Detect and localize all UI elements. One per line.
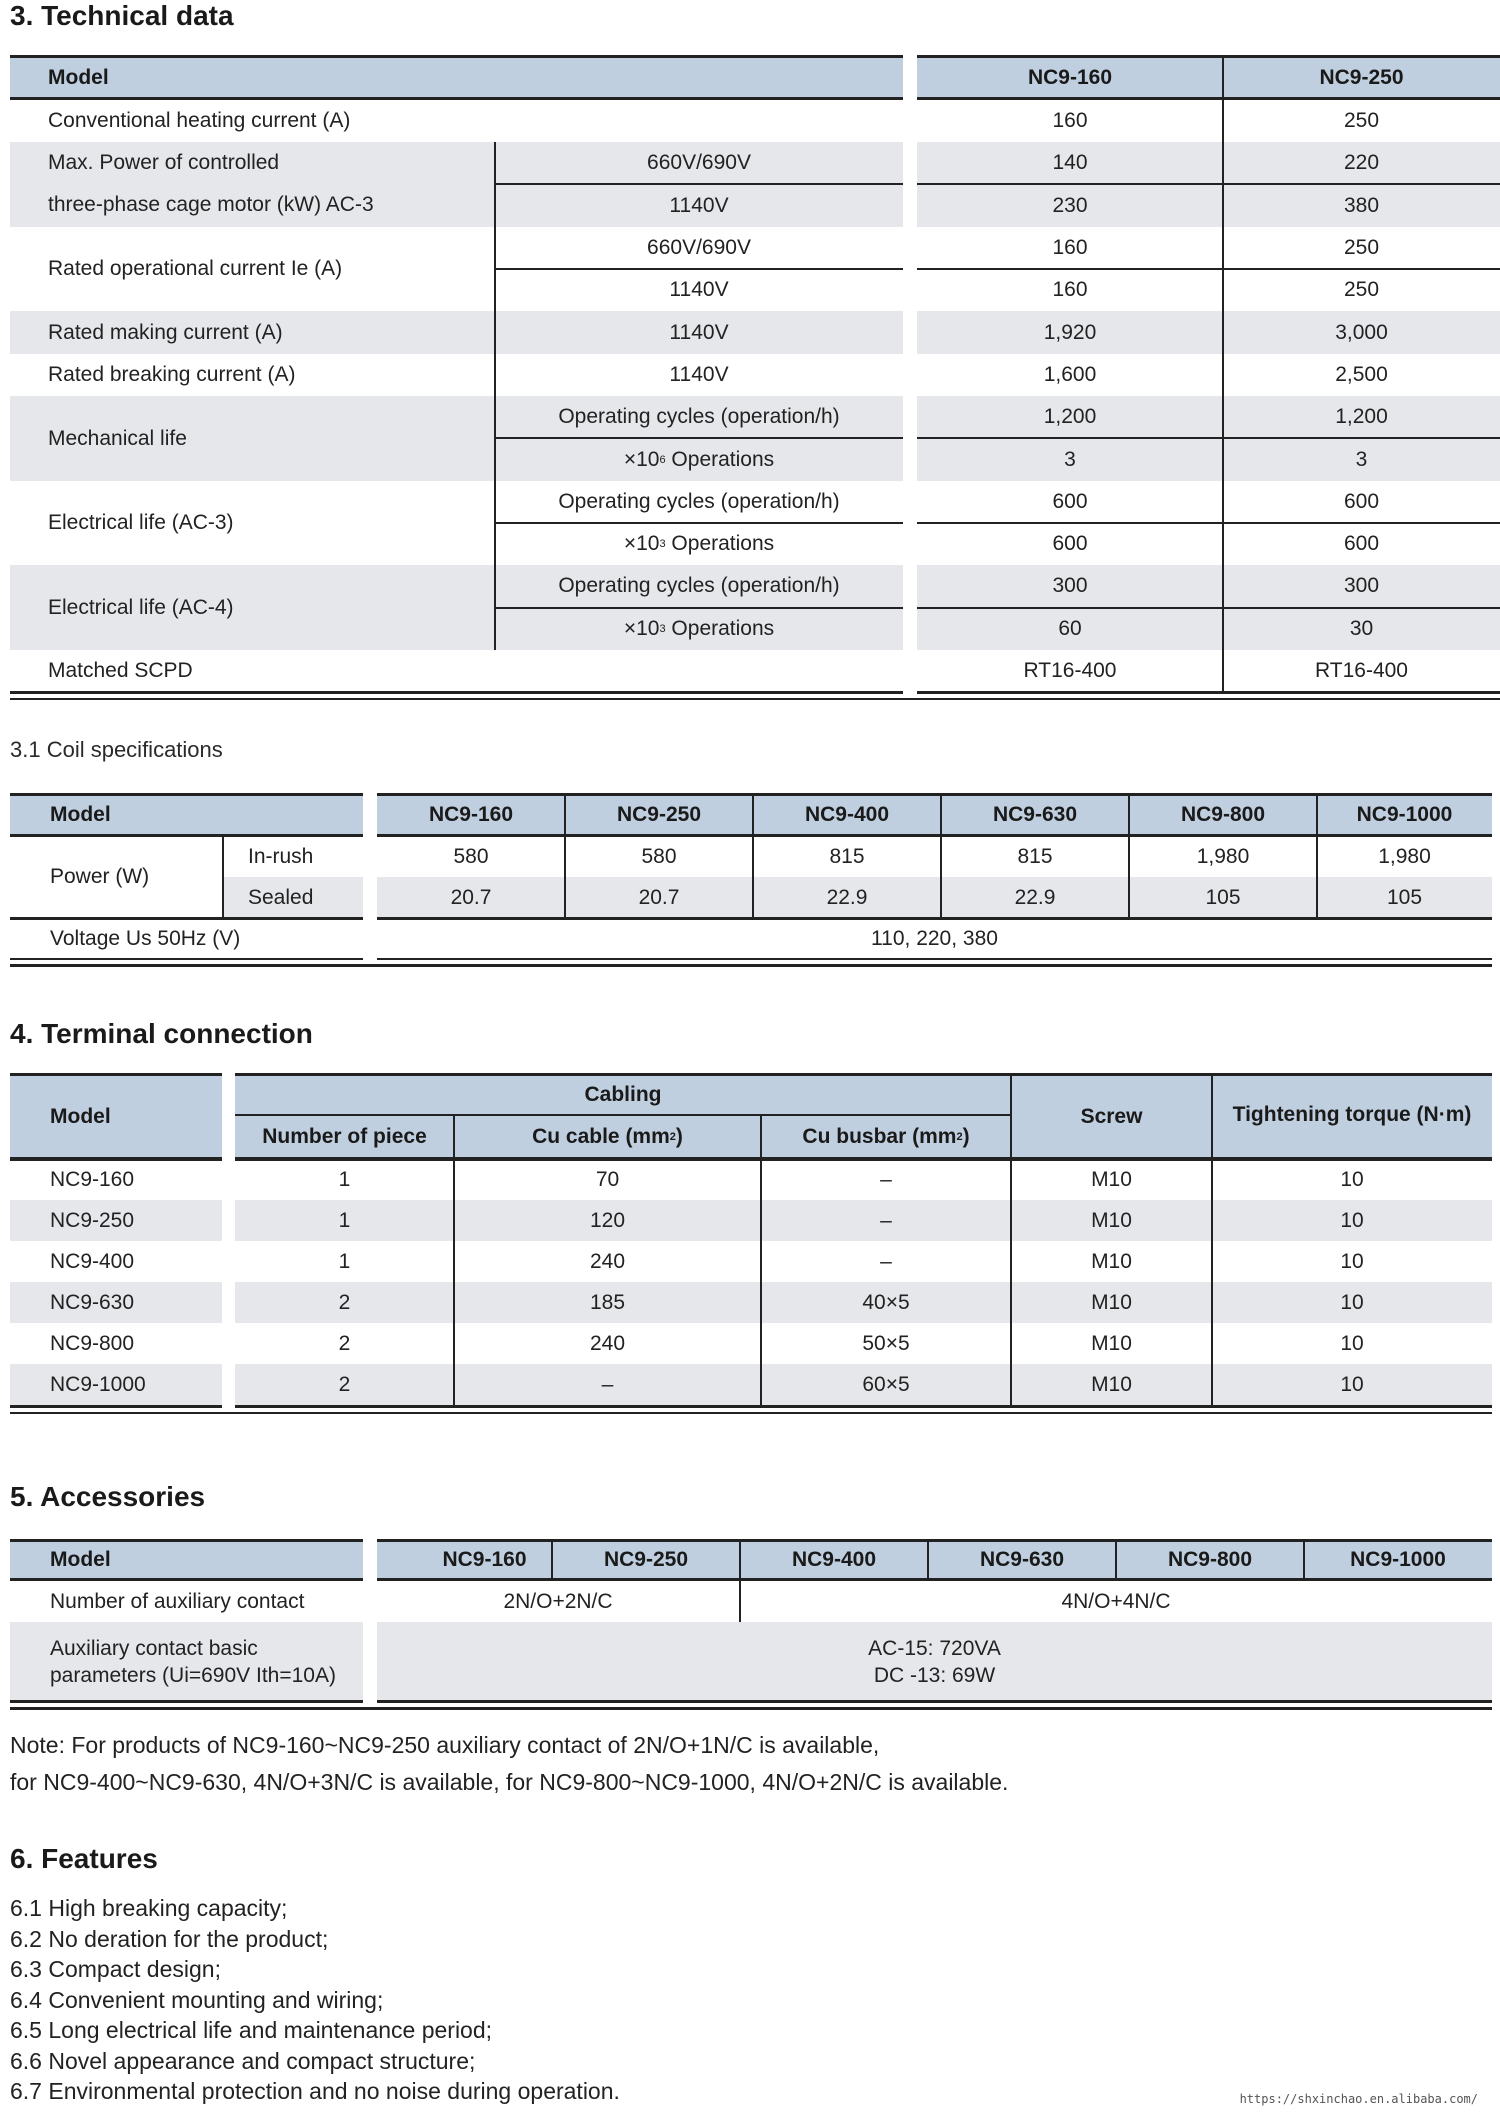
rule: [377, 958, 1492, 960]
cable-cell: 70: [595, 1168, 620, 1191]
aux-count-small-models: 2N/O+2N/C: [503, 1589, 613, 1613]
value-cell: 3: [1064, 448, 1076, 471]
value-cell: RT16-400: [1314, 659, 1408, 682]
model-cell: NC9-400: [50, 1249, 135, 1273]
row-label: Max. Power of controlled: [48, 151, 280, 174]
label-line: Auxiliary contact basic: [50, 1636, 258, 1660]
value-cell: 1,980: [1378, 844, 1431, 868]
value-cell: 250: [1343, 236, 1380, 259]
pieces-cell: 1: [338, 1249, 351, 1273]
value-cell: 1,920: [1043, 320, 1097, 344]
busbar-cell: 40×5: [862, 1290, 910, 1314]
voltage-value: 110, 220, 380: [871, 927, 998, 950]
busbar-cell: –: [880, 1249, 892, 1273]
inrush-label: In-rush: [248, 844, 314, 868]
value-cell: 22.9: [1014, 885, 1056, 909]
feature-item: 6.1 High breaking capacity;: [10, 1895, 288, 1921]
screw-cell: M10: [1091, 1331, 1132, 1355]
model-cell: NC9-800: [50, 1331, 135, 1355]
sub-label: Operating cycles (operation/h): [558, 490, 840, 513]
value-cell: 300: [1052, 574, 1088, 597]
value-cell: 380: [1343, 193, 1380, 217]
header-model: Model: [50, 1105, 111, 1128]
header-text: ): [962, 1125, 970, 1148]
model-cell: NC9-250: [50, 1208, 135, 1232]
pieces-cell: 1: [338, 1208, 351, 1232]
row-label: Electrical life (AC-4): [48, 595, 234, 619]
voltage-label: Voltage Us 50Hz (V): [50, 927, 241, 950]
value-cell: 160: [1052, 278, 1088, 301]
value-cell: 1,600: [1043, 363, 1097, 386]
value-cell: 220: [1343, 151, 1380, 174]
value-cell: 230: [1052, 193, 1088, 217]
value-cell: 1,200: [1335, 405, 1388, 428]
header-nc9-800: NC9-800: [1180, 803, 1266, 826]
cable-cell: 185: [589, 1290, 626, 1314]
screw-cell: M10: [1091, 1249, 1132, 1273]
value-cell: 160: [1052, 109, 1088, 132]
pieces-cell: 2: [338, 1372, 351, 1396]
value-cell: 600: [1343, 490, 1380, 513]
column-divider: [551, 1541, 553, 1579]
pieces-cell: 2: [338, 1290, 351, 1314]
header-nc9-1000: NC9-1000: [1350, 1548, 1446, 1571]
rule: [10, 964, 1492, 967]
header-nc9-160: NC9-160: [1027, 65, 1113, 89]
header-nc9-250: NC9-250: [1319, 65, 1404, 89]
row-label: three-phase cage motor (kW) AC-3: [48, 193, 374, 216]
rule: [377, 1700, 1492, 1703]
value-cell: 600: [1052, 490, 1088, 513]
value-cell: 140: [1052, 151, 1088, 174]
sub-label: 1140V: [669, 363, 729, 386]
features-list: [10, 1893, 620, 2107]
feature-item: 6.3 Compact design;: [10, 1956, 221, 1982]
value-cell: 22.9: [826, 885, 868, 909]
header-torque: Tightening torque (N·m): [1232, 1103, 1472, 1126]
screw-cell: M10: [1091, 1208, 1132, 1232]
model-cell: NC9-630: [50, 1290, 135, 1314]
value-cell: 815: [829, 844, 865, 868]
sub-label: 1140V: [669, 193, 729, 217]
value-cell: 300: [1343, 574, 1380, 597]
rule: [10, 958, 363, 960]
header-cu-busbar: Cu busbar (mm 2 ): [802, 1125, 970, 1148]
unit-text: Operations: [665, 448, 775, 471]
header-cabling: Cabling: [584, 1083, 662, 1106]
value-cell: 60: [1058, 617, 1082, 640]
screw-cell: M10: [1091, 1168, 1132, 1191]
value-cell: 105: [1386, 885, 1423, 909]
header-nc9-1000: NC9-1000: [1356, 803, 1453, 826]
multiplier: ×10: [623, 617, 660, 640]
cable-cell: –: [601, 1372, 614, 1396]
feature-item: 6.5 Long electrical life and maintenance period;: [10, 2017, 493, 2043]
column-divider: [927, 1541, 929, 1579]
rule: [10, 1412, 1492, 1414]
header-text: Cu cable (mm: [532, 1125, 670, 1148]
pieces-cell: 1: [338, 1168, 351, 1191]
header-model: Model: [50, 803, 111, 826]
watermark-url: https://shxinchao.en.alibaba.com/: [1239, 2092, 1478, 2106]
rule: [10, 1700, 363, 1703]
value-cell: 3,000: [1335, 320, 1388, 344]
rule: [10, 1405, 222, 1408]
sub-label: 1140V: [669, 278, 729, 301]
value-cell: 3: [1355, 448, 1368, 471]
value-cell: 815: [1017, 844, 1053, 868]
value-cell: 580: [641, 844, 677, 868]
aux-params-label: [10, 1622, 363, 1701]
row-label: Electrical life (AC-3): [48, 511, 234, 534]
busbar-cell: –: [880, 1208, 892, 1232]
feature-item: 6.4 Convenient mounting and wiring;: [10, 1986, 384, 2013]
cable-cell: 120: [589, 1208, 626, 1232]
unit-text: Operations: [665, 532, 775, 555]
header-nc9-250: NC9-250: [616, 803, 702, 826]
value-cell: 20.7: [450, 885, 492, 909]
sub-label: 660V/690V: [647, 236, 751, 259]
busbar-cell: –: [880, 1168, 892, 1191]
value-cell: 2,500: [1335, 363, 1388, 386]
header-model: Model: [48, 65, 109, 89]
rule: [235, 1405, 1492, 1408]
value-cell: 105: [1205, 885, 1241, 909]
header-screw: Screw: [1080, 1105, 1143, 1128]
header-nc9-160: NC9-160: [442, 1548, 527, 1571]
rule: [10, 1707, 1492, 1710]
feature-item: 6.2 No deration for the product;: [10, 1925, 329, 1952]
header-nc9-400: NC9-400: [804, 803, 890, 826]
torque-cell: 10: [1340, 1168, 1364, 1191]
torque-cell: 10: [1340, 1290, 1364, 1314]
sub-label: 1140V: [669, 320, 729, 344]
header-text: ): [675, 1125, 683, 1148]
value-line: AC-15: 720VA: [868, 1636, 1001, 1660]
note-line: for NC9-400~NC9-630, 4N/O+3N/C is available, for NC9-800~NC9-1000, 4N/O+2N/C is available.: [10, 1769, 1009, 1795]
row-label: Conventional heating current (A): [48, 109, 351, 132]
aux-count-label: Number of auxiliary contact: [50, 1589, 305, 1613]
row-label: Matched SCPD: [48, 659, 193, 682]
value-cell: 580: [453, 844, 489, 868]
pieces-cell: 2: [338, 1331, 351, 1355]
row-label: Rated operational current Ie (A): [48, 257, 343, 280]
value-cell: RT16-400: [1023, 659, 1117, 682]
value-cell: 250: [1343, 109, 1380, 132]
header-nc9-630: NC9-630: [992, 803, 1078, 826]
value-cell: 30: [1349, 617, 1374, 640]
label-line: parameters (Ui=690V Ith=10A): [50, 1663, 336, 1687]
sub-label: ×10 6 Operations: [623, 448, 775, 471]
header-text: Cu busbar (mm: [802, 1125, 957, 1148]
row-label: Rated making current (A): [48, 320, 283, 344]
screw-cell: M10: [1091, 1290, 1132, 1314]
aux-count-large-models: 4N/O+4N/C: [1061, 1589, 1171, 1613]
header-nc9-250: NC9-250: [603, 1548, 689, 1571]
column-divider: [1303, 1541, 1305, 1579]
rule: [10, 698, 1500, 700]
column-divider: [1115, 1541, 1117, 1579]
accessories-note: [10, 1727, 1008, 1801]
busbar-cell: 60×5: [862, 1372, 910, 1396]
value-cell: 20.7: [638, 885, 680, 909]
multiplier: ×10: [623, 448, 660, 471]
sub-label: 660V/690V: [647, 151, 751, 174]
header-nc9-630: NC9-630: [979, 1548, 1065, 1571]
header-nc9-800: NC9-800: [1167, 1548, 1253, 1571]
value-cell: 1,980: [1196, 844, 1250, 868]
sub-label: Operating cycles (operation/h): [558, 574, 840, 597]
screw-cell: M10: [1091, 1372, 1132, 1396]
aux-params-value: [377, 1622, 1492, 1701]
header-model: Model: [50, 1548, 111, 1571]
model-cell: NC9-1000: [50, 1372, 146, 1396]
cable-cell: 240: [589, 1331, 626, 1355]
value-cell: 600: [1343, 532, 1380, 555]
section-title-accessories: 5. Accessories: [10, 1481, 206, 1512]
sealed-label: Sealed: [248, 885, 314, 909]
section-title-technical-data: 3. Technical data: [10, 0, 234, 31]
unit-text: Operations: [665, 617, 775, 640]
power-label: Power (W): [50, 865, 150, 888]
sub-label: Operating cycles (operation/h): [558, 405, 840, 428]
value-line: DC -13: 69W: [873, 1663, 996, 1687]
model-cell: NC9-160: [50, 1168, 135, 1191]
section-title-features: 6. Features: [10, 1843, 158, 1874]
busbar-cell: 50×5: [862, 1331, 910, 1355]
section-title-terminal-connection: 4. Terminal connection: [10, 1018, 313, 1049]
rule: [917, 691, 1500, 694]
row-label: Rated breaking current (A): [48, 363, 296, 386]
torque-cell: 10: [1340, 1249, 1364, 1273]
rule: [10, 691, 903, 694]
header-nc9-400: NC9-400: [791, 1548, 877, 1571]
torque-cell: 10: [1340, 1331, 1364, 1355]
row-label: Mechanical life: [48, 426, 187, 450]
feature-item: 6.7 Environmental protection and no noise during operation.: [10, 2078, 620, 2104]
header-nc9-160: NC9-160: [428, 803, 514, 826]
value-cell: 250: [1343, 278, 1380, 301]
cable-cell: 240: [589, 1249, 626, 1273]
torque-cell: 10: [1340, 1372, 1364, 1396]
value-cell: 160: [1052, 236, 1088, 259]
sub-label: ×10 3 Operations: [623, 617, 775, 640]
torque-cell: 10: [1340, 1208, 1364, 1232]
feature-item: 6.6 Novel appearance and compact structure;: [10, 2047, 476, 2074]
value-cell: 1,200: [1043, 405, 1097, 428]
coil-specifications-title: 3.1 Coil specifications: [10, 737, 223, 762]
sub-label: ×10 3 Operations: [623, 532, 775, 555]
header-number-of-piece: Number of piece: [262, 1125, 427, 1148]
multiplier: ×10: [623, 532, 660, 555]
header-cu-cable: Cu cable (mm 2 ): [532, 1125, 683, 1148]
note-line: Note: For products of NC9-160~NC9-250 auxiliary contact of 2N/O+1N/C is available,: [10, 1732, 880, 1758]
value-cell: 600: [1052, 532, 1088, 555]
